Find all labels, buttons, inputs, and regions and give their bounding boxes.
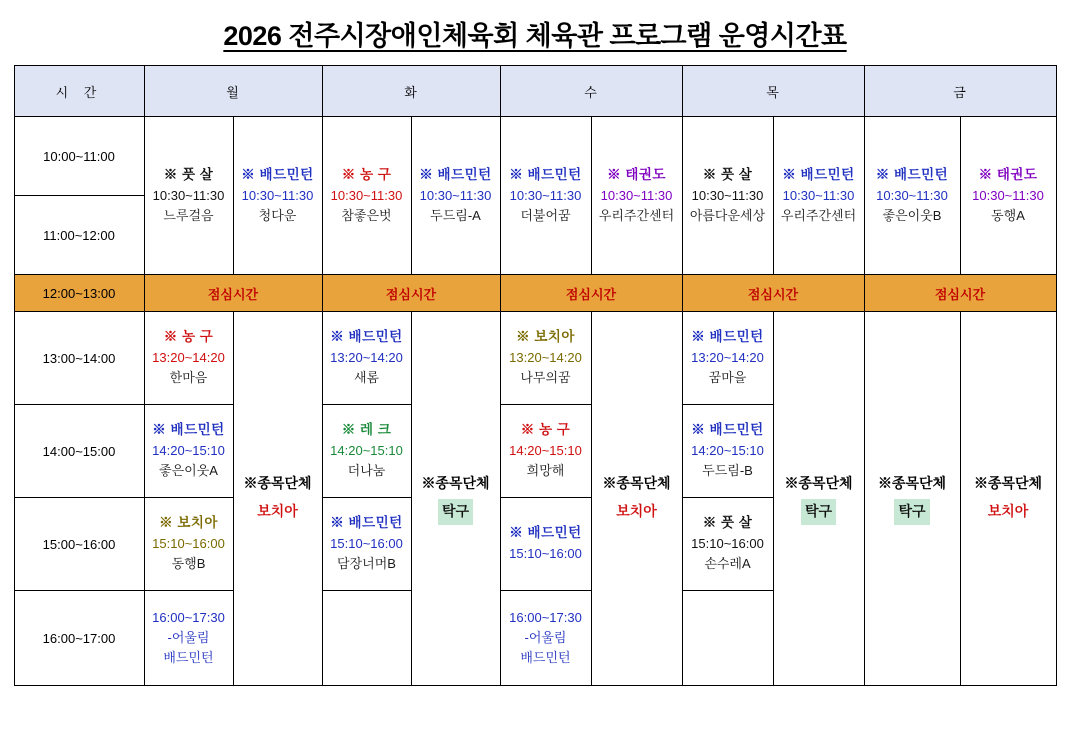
session-team: 좋은이웃B: [882, 207, 942, 223]
cell-fri-group-1: [864, 312, 960, 686]
table-header-row: [14, 66, 1056, 117]
lunch-tue: 점심시간: [322, 275, 500, 312]
cell-mon-morning-1: [144, 117, 233, 275]
session-sport: ※ 배드민턴: [330, 515, 403, 531]
session-time: 10:30~11:30: [782, 187, 855, 203]
group-name: 탁구: [438, 499, 473, 525]
session-sport: ※ 풋 살: [702, 166, 753, 182]
header-day-wed: 수: [500, 66, 682, 117]
session-sport: ※ 배드민턴: [241, 166, 314, 182]
session-team: 좋은이웃A: [159, 463, 218, 479]
session-team: 희망해: [526, 463, 565, 479]
lunch-fri: 점심시간: [864, 275, 1056, 312]
session-sport: ※ 보치아: [516, 329, 575, 345]
session-block: [323, 312, 411, 404]
session-block: [683, 497, 773, 590]
session-block: [145, 404, 233, 497]
session-program: -어울림: [524, 629, 567, 645]
session-time: 15:10~16:00: [330, 536, 403, 552]
cell-tue-morning-2: [411, 117, 500, 275]
session-team: 한마음: [169, 370, 208, 386]
session-team: 더불어꿈: [520, 207, 571, 223]
session-sport: ※ 배드민턴: [330, 329, 403, 345]
time-slot-1500: 15:00~16:00: [14, 498, 144, 591]
session-time: 14:20~15:10: [152, 443, 225, 459]
lunch-wed: 점심시간: [500, 275, 682, 312]
session-block-empty: [683, 590, 773, 685]
session-time: 14:20~15:10: [330, 443, 403, 459]
session-time: 10:30~11:30: [691, 187, 764, 203]
table-row: [14, 117, 1056, 196]
cell-wed-morning-1: [500, 117, 591, 275]
session-sport: ※ 배드민턴: [419, 166, 492, 182]
time-slot-1200: 12:00~13:00: [14, 275, 144, 312]
session-sport: ※ 배드민턴: [875, 166, 949, 182]
header-day-tue: 화: [322, 66, 500, 117]
session-sport: ※ 태권도: [607, 166, 666, 182]
group-name: 탁구: [894, 499, 929, 525]
session-team: 두드림-B: [702, 463, 753, 479]
session-team: 우리주간센터: [780, 207, 857, 223]
session-block: [501, 404, 591, 497]
session-time: 15:10~16:00: [509, 546, 582, 562]
session-block: [683, 404, 773, 497]
session-block-empty: [323, 590, 411, 685]
session-team: 손수레A: [704, 556, 751, 572]
session-team: 느루걸음: [163, 207, 214, 223]
session-time: 13:20~14:20: [152, 350, 225, 366]
header-day-fri: 금: [864, 66, 1056, 117]
cell-wed-afternoon-col1: [500, 312, 591, 686]
cell-fri-morning-2: [960, 117, 1056, 275]
lunch-thu: 점심시간: [682, 275, 864, 312]
session-time: 15:10~16:00: [152, 536, 225, 552]
time-slot-1100: 11:00~12:00: [14, 196, 144, 275]
header-day-mon: 월: [144, 66, 322, 117]
table-row-lunch: [14, 275, 1056, 312]
schedule-table: [14, 65, 1057, 686]
session-program: -어울림: [167, 629, 210, 645]
group-label: ※종목단체: [784, 475, 853, 492]
session-team: 우리주간센터: [598, 207, 675, 223]
session-team: 나무의꿈: [520, 370, 571, 386]
table-row: [14, 312, 1056, 405]
time-slot-1000: 10:00~11:00: [14, 117, 144, 196]
group-label: ※종목단체: [877, 475, 947, 492]
cell-wed-morning-2: [591, 117, 682, 275]
session-team: 새롬: [353, 370, 380, 386]
session-sport: ※ 풋 살: [163, 166, 214, 182]
session-team: 담장너머B: [337, 556, 396, 572]
session-sport: ※ 보치아: [159, 515, 218, 531]
session-block: [145, 590, 233, 685]
session-team: 더나눔: [347, 463, 386, 479]
session-team: 동행B: [171, 556, 206, 572]
header-day-thu: 목: [682, 66, 864, 117]
time-slot-1600: 16:00~17:00: [14, 591, 144, 686]
cell-fri-morning-1: [864, 117, 960, 275]
cell-mon-afternoon-col1: [144, 312, 233, 686]
group-label: ※종목단체: [973, 475, 1043, 492]
cell-thu-morning-1: [682, 117, 773, 275]
session-sport: ※ 농 구: [341, 166, 392, 182]
session-team: 아름다운세상: [689, 207, 766, 223]
cell-mon-morning-2: [233, 117, 322, 275]
session-sport: ※ 배드민턴: [152, 422, 225, 438]
header-time: 시 간: [14, 66, 144, 117]
session-sport: ※ 배드민턴: [691, 329, 764, 345]
session-sport: ※ 배드민턴: [691, 422, 764, 438]
time-slot-1400: 14:00~15:00: [14, 405, 144, 498]
session-block: [323, 404, 411, 497]
session-sport: ※ 배드민턴: [782, 166, 855, 182]
session-time: 13:20~14:20: [509, 350, 582, 366]
session-sport: ※ 배드민턴: [509, 166, 582, 182]
session-time: 10:30~11:30: [330, 187, 403, 203]
session-time: 15:10~16:00: [691, 536, 764, 552]
session-time: 13:20~14:20: [330, 350, 403, 366]
group-label: ※종목단체: [243, 475, 312, 492]
session-block: [683, 312, 773, 404]
cell-thu-afternoon-col1: [682, 312, 773, 686]
session-time: 14:20~15:10: [691, 443, 764, 459]
session-team: 두드림-A: [430, 207, 481, 223]
session-time: 10:30~11:30: [600, 187, 673, 203]
group-name: 탁구: [801, 499, 836, 525]
session-sport: ※ 풋 살: [702, 515, 753, 531]
session-block: [145, 312, 233, 404]
cell-mon-group: [233, 312, 322, 686]
session-time: 10:30~11:30: [972, 187, 1044, 203]
cell-fri-group-2: [960, 312, 1056, 686]
session-team: 동행A: [991, 207, 1025, 223]
cell-tue-morning-1: [322, 117, 411, 275]
session-sport: 배드민턴: [163, 650, 214, 666]
session-time: 14:20~15:10: [509, 443, 582, 459]
session-sport: ※ 농 구: [520, 422, 571, 438]
session-sport: 배드민턴: [520, 650, 571, 666]
session-block: [501, 312, 591, 404]
session-time: 16:00~17:30: [152, 609, 225, 625]
session-time: 16:00~17:30: [509, 609, 582, 625]
group-name: 보치아: [616, 503, 657, 519]
session-block: [501, 497, 591, 590]
session-sport: ※ 레 크: [341, 422, 392, 438]
cell-tue-group: [411, 312, 500, 686]
group-name: 보치아: [257, 503, 298, 519]
session-time: 10:30~11:30: [241, 187, 314, 203]
time-slot-1300: 13:00~14:00: [14, 312, 144, 405]
cell-wed-group: [591, 312, 682, 686]
session-team: 꿈마을: [708, 370, 747, 386]
group-label: ※종목단체: [421, 475, 490, 492]
session-sport: ※ 태권도: [978, 166, 1038, 182]
session-time: 10:30~11:30: [876, 187, 948, 203]
session-block: [501, 590, 591, 685]
page-title: 2026 전주시장애인체육회 체육관 프로그램 운영시간표: [223, 21, 847, 51]
lunch-mon: 점심시간: [144, 275, 322, 312]
session-team: 청다운: [258, 207, 297, 223]
session-time: 13:20~14:20: [691, 350, 764, 366]
cell-thu-group: [773, 312, 864, 686]
session-team: 참좋은벗: [341, 207, 392, 223]
session-sport: ※ 배드민턴: [509, 525, 582, 541]
session-block: [323, 497, 411, 590]
session-block: [145, 497, 233, 590]
session-time: 10:30~11:30: [509, 187, 582, 203]
session-sport: ※ 농 구: [163, 329, 214, 345]
cell-tue-afternoon-col1: [322, 312, 411, 686]
cell-thu-morning-2: [773, 117, 864, 275]
group-name: 보치아: [987, 503, 1029, 519]
group-label: ※종목단체: [602, 475, 671, 492]
session-time: 10:30~11:30: [152, 187, 225, 203]
session-time: 10:30~11:30: [419, 187, 492, 203]
